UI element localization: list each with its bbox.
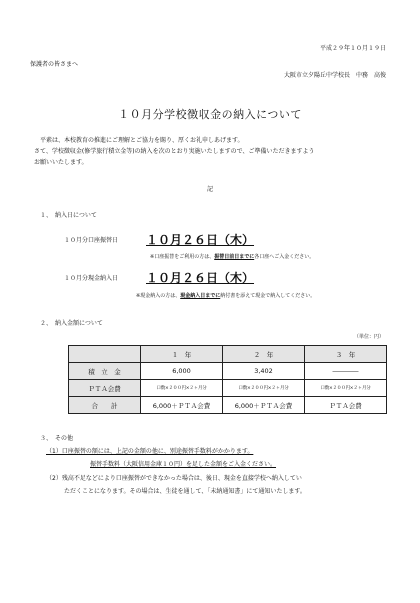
table-row (69, 397, 387, 414)
note-2-line-2: ただくことになります。その場合は、生徒を通して、「未納通知書」にて通知いたします。 (64, 488, 306, 495)
pta-grade-2: 口数×２００円×２ヶ月分 (223, 380, 305, 397)
debit-note (150, 254, 314, 261)
note-2-line-1: （2）残高不足などにより口座振替ができなかった場合は、後日、現金を直接学校へ納入してい (46, 475, 302, 482)
cash-note-emphasis: 現金納入日までに (180, 293, 221, 299)
debit-note-post: 各口座へご入金ください。 (254, 254, 315, 260)
cash-date-label: １０月分現金納入日 (64, 275, 119, 282)
savings-grade-1: 6,000 (141, 363, 223, 380)
total-grade-2: 6,000＋ＰＴＡ会費 (223, 397, 305, 414)
note-1-line-1: （1）口座振替の額には、上記の金額の他に、別途振替手数料がかかります。 (46, 448, 254, 455)
body-line-3: お願いいたします。 (34, 159, 88, 166)
debit-date: １０月２６日（木） (146, 233, 255, 247)
table-corner-cell (69, 346, 141, 363)
section-2-heading: ２、 納入金額について (40, 320, 103, 327)
cash-date: １０月２６日（木） (146, 271, 255, 285)
body-line-2: さて、学校徴収金(修学旅行積立金等)の納入を次のとおり実施いたしますので、ご準備いただきますよう (34, 148, 315, 155)
header-grade-1: １ 年 (141, 346, 223, 363)
row-label-total: 合 計 (69, 397, 141, 414)
table-row (69, 363, 387, 380)
debit-date-label: １０月分口座振替日 (64, 237, 119, 244)
row-label-savings: 積 立 金 (69, 363, 141, 380)
sender: 大阪市立夕陽丘中学校長 中務 高俊 (283, 72, 386, 79)
section-1-heading: １、 納入日について (40, 212, 97, 219)
total-grade-3: ＰＴＡ会費 (305, 397, 387, 414)
addressee: 保護者の皆さまへ (30, 61, 79, 68)
table-row (69, 380, 387, 397)
savings-grade-3: ―――― (305, 363, 387, 380)
unit-label: （単位：円） (353, 334, 384, 340)
body-line-1: 平素は、本校教育の推進にご理解とご協力を賜り、厚くお礼申しあげます。 (40, 137, 244, 144)
debit-note-emphasis: 振替日前日までに (214, 254, 255, 260)
section-3-heading: ３、 その他 (40, 435, 74, 442)
debit-note-pre: ※口座振替をご利用の方は、 (150, 254, 215, 260)
payment-table (68, 345, 387, 414)
total-grade-1: 6,000＋ＰＴＡ会費 (141, 397, 223, 414)
note-1-line-2: 振替手数料（大阪信用金庫１０円）を足した金額をご入金ください。 (90, 461, 277, 468)
cash-note (136, 293, 315, 300)
issue-date: 平成２９年１０月１９日 (319, 45, 386, 52)
ki-label: 記 (206, 186, 213, 193)
document-title: １０月分学校徴収金の納入について (118, 108, 302, 121)
cash-note-pre: ※現金納入の方は、 (136, 293, 181, 299)
pta-grade-3: 口数×２００円×２ヶ月分 (305, 380, 387, 397)
row-label-pta: ＰＴＡ会費 (69, 380, 141, 397)
header-grade-3: ３ 年 (305, 346, 387, 363)
pta-grade-1: 口数×２００円×２ヶ月分 (141, 380, 223, 397)
savings-grade-2: 3,402 (223, 363, 305, 380)
cash-note-post: 納付書を添えて現金で納入してください。 (220, 293, 316, 299)
table-header-row (69, 346, 387, 363)
header-grade-2: ２ 年 (223, 346, 305, 363)
